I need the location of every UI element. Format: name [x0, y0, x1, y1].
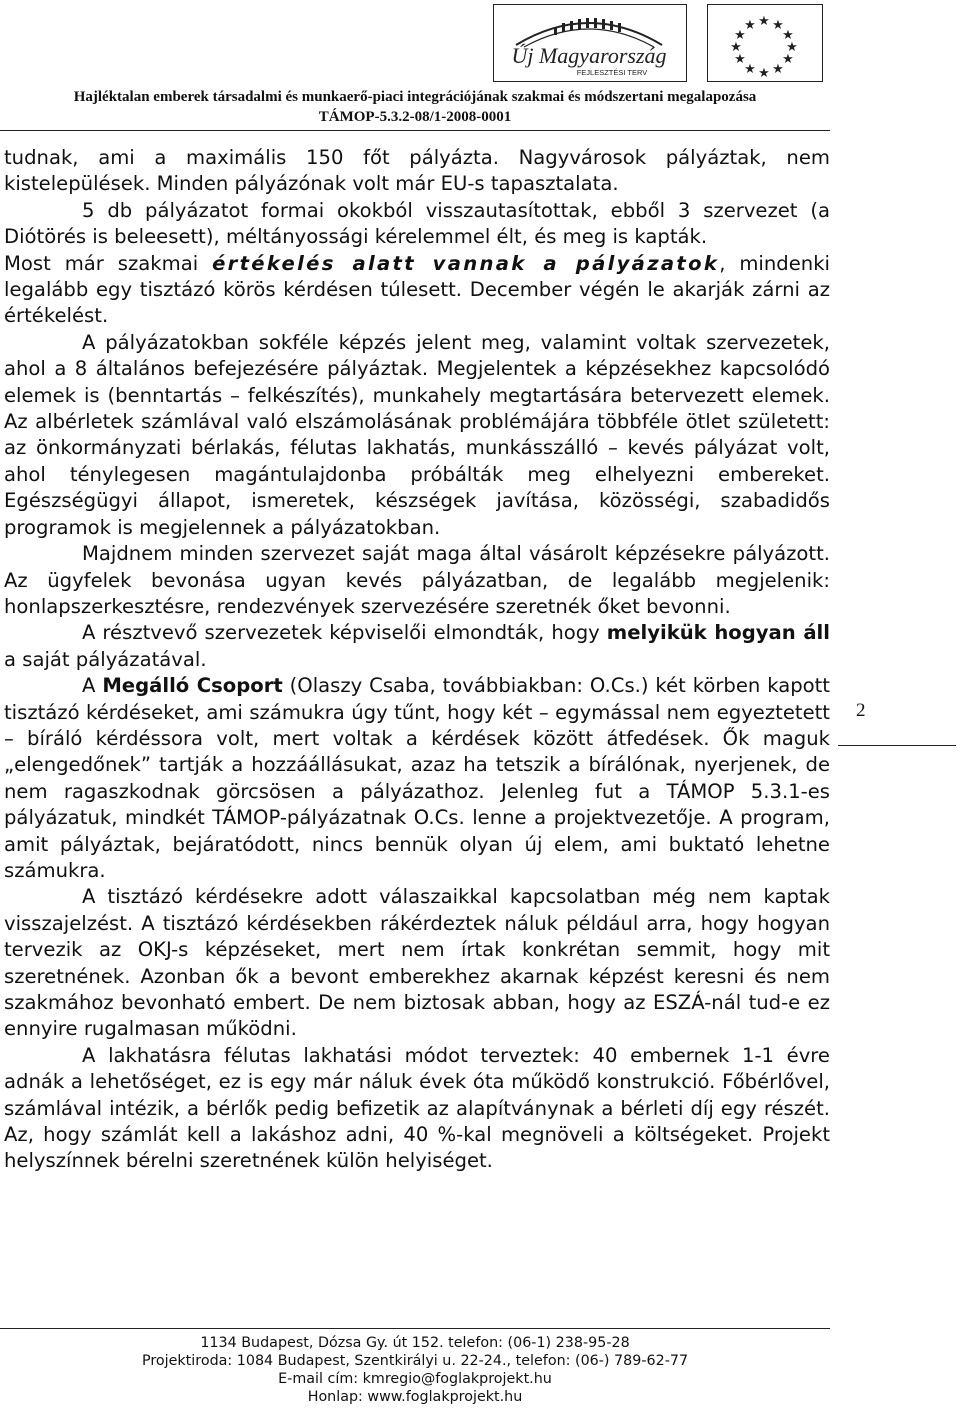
paragraph-9: A lakhatásra félutas lakhatási módot terveztek: 40 embernek 1-1 évre adnák a lehetőséget, ez is egy már náluk évek óta működő konstrukció. Főbérlővel, számlával intézik, a bérlők pedig befizetik az alapítványnak a bérleti díj egy részét. Az, hogy számlát kell a lakáshoz adni, 40 %-kal megnöveli a költségeket. Projekt helyszínnek bérelni szeretnének külön helyiséget.	[4, 1043, 830, 1173]
uj-magyarorszag-logo-graphic	[494, 5, 685, 80]
paragraph-8: A tisztázó kérdésekre adott válaszaikkal kapcsolatban még nem kaptak visszajelzést. A tisztázó kérdésekben rákérdeztek náluk például arra, hogy hogyan tervezik az OKJ-s képzéseket, mert nem írtak konkrétan semmit, hogy mit szeretnének. Azonban ők a bevont emberekhez akarnak képzést keresni és nem szakmához bevonható embert. De nem biztosak abban, hogy az ESZÁ-nál tud-e ez ennyire rugalmasan működni.	[4, 885, 830, 1041]
header-divider	[0, 130, 830, 131]
page-number-rule	[838, 745, 956, 746]
svg-text:★: ★	[734, 28, 746, 43]
svg-text:★: ★	[782, 52, 794, 67]
svg-text:FEJLESZTÉSI TERV: FEJLESZTÉSI TERV	[576, 68, 648, 77]
paragraph-1: tudnak, ami a maximális 150 főt pályázta. Nagyvárosok pályáztak, nem kistelepülések. Minden pályázónak volt már EU-s tapasztalata.	[4, 146, 830, 196]
eu-flag-icon	[707, 4, 823, 82]
paragraph-3	[4, 251, 830, 330]
emphasized-phrase: értékelés alatt vannak a pályázatok	[212, 251, 720, 275]
footer-project-office: Projektiroda: 1084 Budapest, Szentkirályi u. 22-24., telefon: (06-) 789-62-77	[141, 1353, 689, 1369]
svg-text:Új Magyarország: Új Magyarország	[511, 43, 667, 68]
document-body	[4, 145, 830, 1175]
paragraph-5: Majdnem minden szervezet saját maga által vásárolt képzésekre pályázott. Az ügyfelek bevonása ugyan kevés pályázatban, de legalább megjelenik: honlapszerkesztésre, rendezvények szervezésére szeretnék őket bevonni.	[4, 542, 830, 618]
footer-website: Honlap: www.foglakprojekt.hu	[307, 1389, 523, 1405]
paragraph-3-start: Most már szakmai	[4, 251, 213, 275]
footer-email: E-mail cím: kmregio@foglakprojekt.hu	[278, 1371, 552, 1387]
organization-name: Megálló Csoport	[102, 674, 283, 698]
paragraph-6	[4, 620, 830, 673]
svg-text:★: ★	[730, 40, 742, 55]
svg-text:★: ★	[734, 52, 746, 67]
eu-stars-graphic	[708, 5, 821, 80]
svg-text:★: ★	[772, 62, 784, 77]
project-code: TÁMOP-5.3.2-08/1-2008-0001	[318, 109, 512, 125]
paragraph-7-end: (Olaszy Csaba, továbbiakban: O.Cs.) két körben kapott tisztázó kérdéseket, ami számukra úgy tűnt, hogy két – egymással nem egyeztetett – bíráló kérdéssora volt, mert voltak a kérdések között átfedések. Ők maguk „elengedőnek” tartják a hozzáállásukat, azaz ha tetszik a bírálónak, nyerjenek, de nem ragaszkodnak görcsösen a pályázathoz. Jelenleg fut a TÁMOP 5.3.1-es pályázatuk, mindkét TÁMOP-pályázatnak O.Cs. lenne a projektvezetője. A program, amit pályáztak, bejáratódott, nincs bennük olyan új elem, ami buktató lehetne számukra.	[4, 674, 830, 882]
header-title: Hajléktalan emberek társadalmi és munkaerő-piaci integrációjának szakmai és módszertani megalapozása	[73, 89, 757, 105]
svg-text:★: ★	[758, 66, 770, 80]
uj-magyarorszag-logo	[493, 4, 687, 82]
paragraph-3-end: , mindenki legalább egy tisztázó körös kérdésen túlesett. December végén le akarják zárni az értékelést.	[4, 251, 830, 328]
bold-phrase: melyikük hogyan áll	[606, 621, 830, 645]
paragraph-6-start: A résztvevő szervezetek képviselői elmondták, hogy	[82, 621, 607, 645]
paragraph-7-start: A	[82, 674, 103, 698]
paragraph-6-end: a saját pályázatával.	[4, 647, 207, 671]
paragraph-4: A pályázatokban sokféle képzés jelent meg, valamint voltak szervezetek, ahol a 8 általános befejezésére pályáztak. Megjelentek a képzésekhez kapcsolódó elemek is (benntartás – felkészítés), munkahely megtartására betervezett elemek. Az albérletek számlával való elszámolásának problémájára többféle ötlet született: az önkormányzati bérlakás, félutas lakhatás, munkásszálló – kevés pályázat volt, ahol ténylegesen magántulajdonba próbálták meg elhelyezni embereket. Egészségügyi állapot, ismeretek, készségek javítása, közösségi, szabadidős programok is megjelennek a pályázatokban.	[4, 330, 830, 539]
footer-address: 1134 Budapest, Dózsa Gy. út 152. telefon: (06-1) 238-95-28	[200, 1335, 630, 1351]
footer-divider	[0, 1328, 830, 1329]
svg-text:★: ★	[772, 18, 784, 33]
paragraph-7	[4, 673, 830, 884]
svg-text:★: ★	[782, 28, 794, 43]
svg-text:★: ★	[744, 18, 756, 33]
svg-text:★: ★	[744, 62, 756, 77]
svg-text:★: ★	[758, 14, 770, 29]
svg-text:★: ★	[786, 40, 798, 55]
paragraph-2: 5 db pályázatot formai okokból visszautasítottak, ebből 3 szervezet (a Diótörés is beleesett), méltányossági kérelemmel élt, és meg is kapták.	[4, 198, 830, 249]
page-number: 2	[856, 700, 866, 721]
